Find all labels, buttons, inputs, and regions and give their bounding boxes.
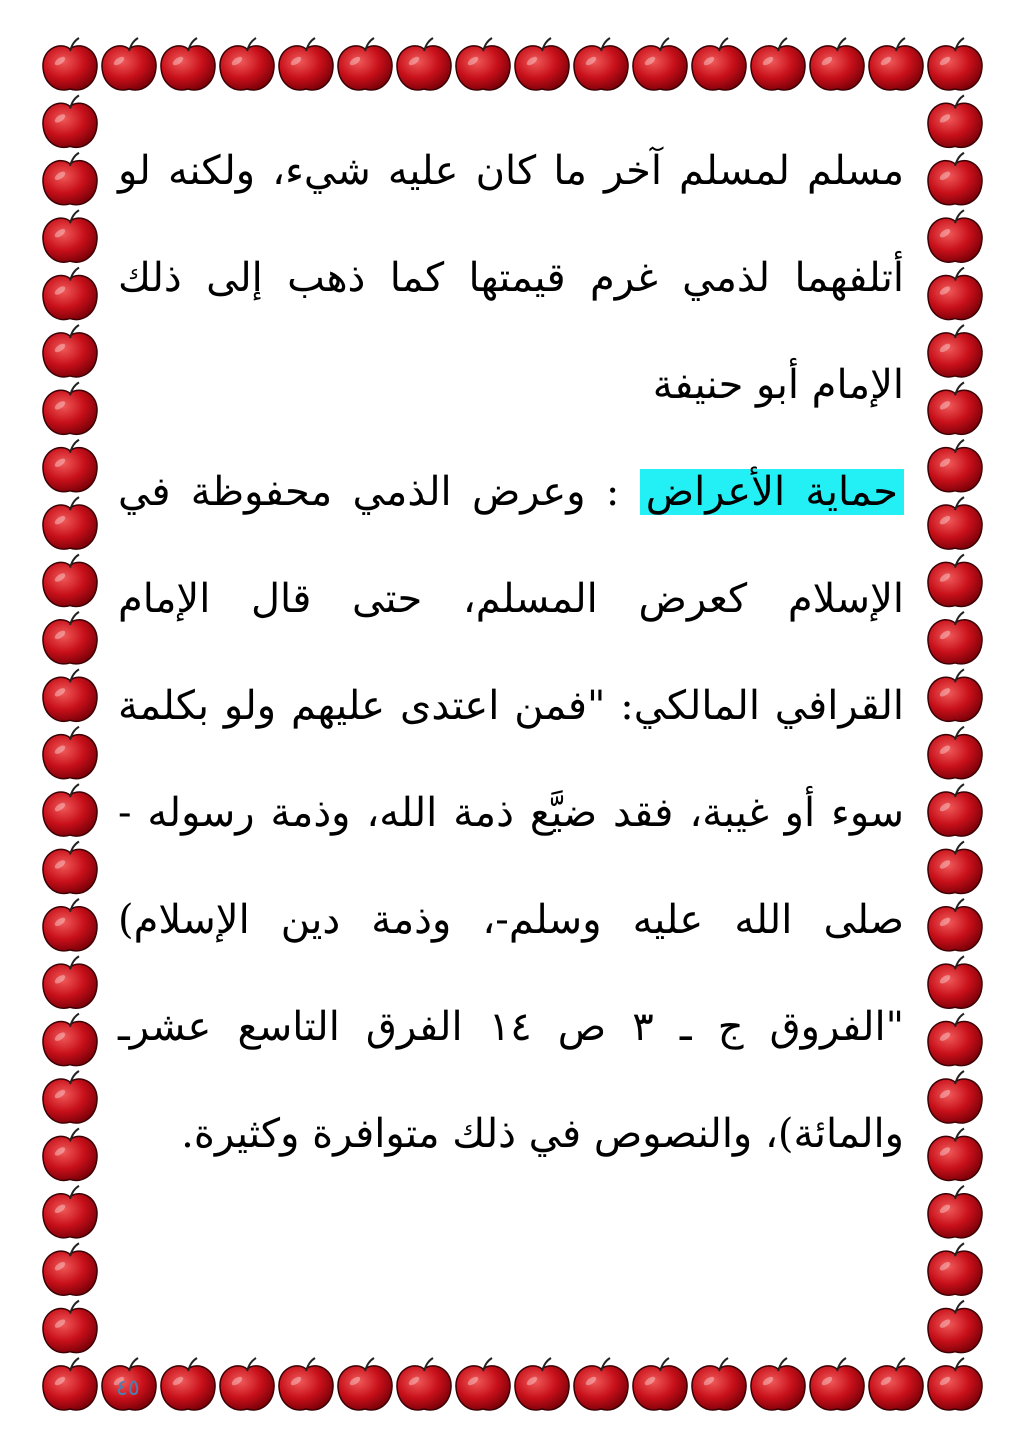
- page-number: ٤٥: [116, 1376, 140, 1401]
- apple-icon: [928, 382, 982, 434]
- apple-icon: [43, 555, 97, 607]
- apple-icon: [928, 1301, 982, 1353]
- apple-icon: [43, 497, 97, 549]
- apple-icon: [928, 555, 982, 607]
- apple-icon: [102, 38, 156, 90]
- apple-icon: [338, 1358, 392, 1410]
- apple-icon: [928, 1071, 982, 1123]
- apple-icon: [574, 38, 628, 90]
- apple-icon: [869, 38, 923, 90]
- apple-icon: [928, 727, 982, 779]
- apple-icon: [43, 325, 97, 377]
- apple-icon: [161, 38, 215, 90]
- apple-icon: [43, 268, 97, 320]
- apple-icon: [43, 612, 97, 664]
- apple-icon: [928, 153, 982, 205]
- apple-icon: [43, 1358, 97, 1410]
- apple-icon: [928, 669, 982, 721]
- apple-icon: [928, 1243, 982, 1295]
- apple-icon: [43, 1071, 97, 1123]
- paragraph-2: [118, 439, 904, 1188]
- apple-icon: [43, 382, 97, 434]
- apple-icon: [220, 38, 274, 90]
- apple-icon: [43, 153, 97, 205]
- apple-icon: [43, 38, 97, 90]
- apple-icon: [43, 784, 97, 836]
- apple-icon: [338, 38, 392, 90]
- apple-icon: [692, 38, 746, 90]
- apple-icon: [515, 38, 569, 90]
- apple-icon: [43, 1243, 97, 1295]
- apple-icon: [43, 1014, 97, 1066]
- apple-icon: [397, 1358, 451, 1410]
- apple-icon: [279, 1358, 333, 1410]
- main-text: [118, 118, 904, 1188]
- apple-icon: [928, 784, 982, 836]
- apple-icon: [928, 210, 982, 262]
- apple-icon: [43, 727, 97, 779]
- apple-icon: [928, 1186, 982, 1238]
- apple-icon: [692, 1358, 746, 1410]
- section-title-highlight: حماية الأعراض: [640, 469, 904, 515]
- apple-icon: [43, 1128, 97, 1180]
- apple-icon: [928, 841, 982, 893]
- apple-icon: [928, 1014, 982, 1066]
- apple-icon: [928, 1358, 982, 1410]
- apple-icon: [43, 210, 97, 262]
- apple-icon: [928, 325, 982, 377]
- apple-icon: [928, 268, 982, 320]
- apple-icon: [810, 38, 864, 90]
- apple-icon: [43, 1186, 97, 1238]
- apple-icon: [928, 38, 982, 90]
- apple-icon: [456, 1358, 510, 1410]
- apple-icon: [928, 612, 982, 664]
- apple-icon: [43, 1301, 97, 1353]
- apple-icon: [751, 38, 805, 90]
- apple-icon: [751, 1358, 805, 1410]
- apple-icon: [633, 38, 687, 90]
- apple-icon: [928, 956, 982, 1008]
- apple-icon: [43, 669, 97, 721]
- apple-icon: [928, 95, 982, 147]
- apple-icon: [43, 841, 97, 893]
- apple-icon: [43, 956, 97, 1008]
- apple-icon: [279, 38, 333, 90]
- apple-icon: [220, 1358, 274, 1410]
- apple-icon: [810, 1358, 864, 1410]
- apple-icon: [515, 1358, 569, 1410]
- apple-icon: [869, 1358, 923, 1410]
- apple-icon: [928, 440, 982, 492]
- apple-icon: [928, 1128, 982, 1180]
- apple-icon: [928, 899, 982, 951]
- paragraph-1: مسلم لمسلم آخر ما كان عليه شيء، ولكنه لو أتلفهما لذمي غرم قيمتها كما ذهب إلى ذلك الإمام أبو حنيفة: [118, 148, 904, 408]
- apple-icon: [633, 1358, 687, 1410]
- apple-icon: [161, 1358, 215, 1410]
- apple-icon: [397, 38, 451, 90]
- apple-icon: [928, 497, 982, 549]
- apple-icon: [43, 899, 97, 951]
- apple-icon: [574, 1358, 628, 1410]
- paragraph-2-text: : وعرض الذمي محفوظة في الإسلام كعرض المسلم، حتى قال الإمام القرافي المالكي: "فمن اعتدى عليهم ولو بكلمة سوء أو غيبة، فقد ضيَّع ذمة الله، وذمة رسوله - صلى الله عليه وسلم-، وذمة دين الإسلام) "الفروق ج ـ ٣ ص ١٤ الفرق التاسع عشرـ والمائة)، والنصوص في ذلك متوافرة وكثيرة.: [118, 469, 904, 1157]
- apple-icon: [43, 95, 97, 147]
- apple-icon: [456, 38, 510, 90]
- apple-icon: [43, 440, 97, 492]
